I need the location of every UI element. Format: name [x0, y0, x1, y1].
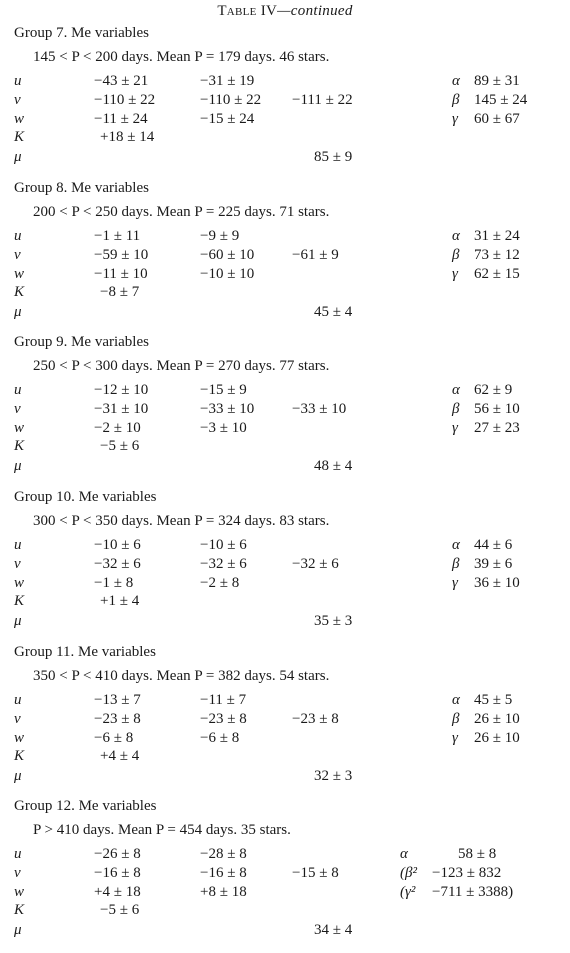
row-w [0, 884, 570, 903]
group-11 [0, 644, 570, 799]
table-label: Table IV [217, 3, 278, 19]
symbol-w: w [14, 884, 25, 900]
greek-symbol: β [452, 92, 460, 108]
greek-symbol: γ [452, 420, 458, 436]
row-v [0, 401, 570, 420]
table-title [0, 3, 570, 20]
greek-value: 26 ± 10 [474, 711, 520, 727]
value-v-col2: −32 ± 6 [200, 556, 247, 572]
value-mu: 32 ± 3 [314, 768, 353, 784]
symbol-K: K [14, 748, 25, 764]
group-title: Group 9. Me variables [14, 334, 149, 350]
row-u [0, 382, 570, 401]
value-w-col1: −11 ± 24 [94, 111, 148, 127]
value-v-col1: −16 ± 8 [94, 865, 141, 881]
greek-value: 27 ± 23 [474, 420, 520, 436]
symbol-mu: μ [14, 768, 22, 784]
value-w-col2: −15 ± 24 [200, 111, 255, 127]
value-v-col3: −61 ± 9 [292, 247, 339, 263]
value-K: −5 ± 6 [100, 902, 140, 918]
row-v [0, 711, 570, 730]
symbol-K: K [14, 284, 25, 300]
value-v-col2: −16 ± 8 [200, 865, 247, 881]
symbol-u: u [14, 692, 22, 708]
value-w-col1: −1 ± 8 [94, 575, 134, 591]
value-mu: 45 ± 4 [314, 304, 353, 320]
row-v [0, 556, 570, 575]
row-w [0, 111, 570, 130]
value-v-col3: −33 ± 10 [292, 401, 347, 417]
group-subtitle: P > 410 days. Mean P = 454 days. 35 stars. [33, 822, 291, 838]
value-u-col1: −12 ± 10 [94, 382, 149, 398]
value-mu: 85 ± 9 [314, 149, 353, 165]
value-w-col2: −2 ± 8 [200, 575, 240, 591]
value-K: −5 ± 6 [100, 438, 140, 454]
value-v-col1: −59 ± 10 [94, 247, 149, 263]
greek-symbol: γ [452, 266, 458, 282]
symbol-w: w [14, 420, 25, 436]
group-subtitle: 250 < P < 300 days. Mean P = 270 days. 77 stars. [33, 358, 330, 374]
value-v-col3: −32 ± 6 [292, 556, 339, 572]
row-K [0, 902, 570, 921]
symbol-v: v [14, 401, 21, 417]
greek-value: 60 ± 67 [474, 111, 520, 127]
group-9 [0, 334, 570, 489]
symbol-v: v [14, 711, 21, 727]
table-continued: —continued [277, 3, 353, 19]
row-K [0, 129, 570, 148]
greek-value: −711 ± 3388) [432, 884, 514, 900]
value-v-col1: −32 ± 6 [94, 556, 141, 572]
value-v-col2: −60 ± 10 [200, 247, 255, 263]
symbol-mu: μ [14, 458, 22, 474]
symbol-u: u [14, 537, 22, 553]
symbol-mu: μ [14, 149, 22, 165]
value-u-col1: −10 ± 6 [94, 537, 141, 553]
symbol-w: w [14, 575, 25, 591]
group-title: Group 12. Me variables [14, 798, 157, 814]
value-v-col1: −23 ± 8 [94, 711, 141, 727]
greek-value: 45 ± 5 [474, 692, 513, 708]
value-w-col1: −2 ± 10 [94, 420, 141, 436]
greek-symbol: α [452, 692, 460, 708]
symbol-mu: μ [14, 613, 22, 629]
value-w-col1: +4 ± 18 [94, 884, 141, 900]
value-u-col2: −15 ± 9 [200, 382, 247, 398]
symbol-w: w [14, 730, 25, 746]
value-w-col1: −11 ± 10 [94, 266, 148, 282]
value-w-col1: −6 ± 8 [94, 730, 134, 746]
greek-symbol: β [452, 401, 460, 417]
symbol-K: K [14, 593, 25, 609]
greek-value: 39 ± 6 [474, 556, 513, 572]
value-w-col2: −6 ± 8 [200, 730, 240, 746]
symbol-u: u [14, 382, 22, 398]
symbol-v: v [14, 92, 21, 108]
symbol-mu: μ [14, 922, 22, 938]
value-u-col1: −13 ± 7 [94, 692, 141, 708]
greek-symbol: β [452, 247, 460, 263]
value-v-col1: −110 ± 22 [94, 92, 156, 108]
symbol-u: u [14, 846, 22, 862]
symbol-u: u [14, 228, 22, 244]
greek-symbol: α [452, 228, 460, 244]
greek-value: 58 ± 8 [458, 846, 497, 862]
symbol-v: v [14, 865, 21, 881]
greek-symbol: (γ² [400, 884, 416, 900]
symbol-w: w [14, 111, 25, 127]
greek-value: 44 ± 6 [474, 537, 513, 553]
group-title: Group 7. Me variables [14, 25, 149, 41]
symbol-K: K [14, 129, 25, 145]
row-mu [0, 613, 570, 632]
greek-value: 31 ± 24 [474, 228, 520, 244]
group-12 [0, 798, 570, 953]
value-v-col3: −111 ± 22 [292, 92, 353, 108]
greek-symbol: α [452, 382, 460, 398]
value-u-col2: −28 ± 8 [200, 846, 247, 862]
row-u [0, 537, 570, 556]
group-subtitle: 300 < P < 350 days. Mean P = 324 days. 83 stars. [33, 513, 330, 529]
value-u-col2: −10 ± 6 [200, 537, 247, 553]
row-mu [0, 922, 570, 941]
row-K [0, 284, 570, 303]
row-mu [0, 458, 570, 477]
value-K: +4 ± 4 [100, 748, 140, 764]
group-subtitle: 145 < P < 200 days. Mean P = 179 days. 46 stars. [33, 49, 330, 65]
greek-symbol: γ [452, 111, 458, 127]
symbol-mu: μ [14, 304, 22, 320]
row-K [0, 593, 570, 612]
value-v-col2: −23 ± 8 [200, 711, 247, 727]
row-v [0, 865, 570, 884]
greek-value: 89 ± 31 [474, 73, 520, 89]
row-mu [0, 768, 570, 787]
greek-value: 26 ± 10 [474, 730, 520, 746]
value-v-col2: −33 ± 10 [200, 401, 255, 417]
value-K: −8 ± 7 [100, 284, 140, 300]
value-v-col2: −110 ± 22 [200, 92, 262, 108]
group-10 [0, 489, 570, 644]
value-w-col2: +8 ± 18 [200, 884, 247, 900]
group-subtitle: 200 < P < 250 days. Mean P = 225 days. 71 stars. [33, 204, 330, 220]
greek-value: 56 ± 10 [474, 401, 520, 417]
greek-symbol: (β² [400, 865, 417, 881]
symbol-K: K [14, 902, 25, 918]
value-w-col2: −10 ± 10 [200, 266, 255, 282]
row-u [0, 228, 570, 247]
greek-value: 73 ± 12 [474, 247, 520, 263]
value-mu: 48 ± 4 [314, 458, 353, 474]
greek-value: 145 ± 24 [474, 92, 528, 108]
symbol-v: v [14, 556, 21, 572]
row-v [0, 92, 570, 111]
value-mu: 34 ± 4 [314, 922, 353, 938]
greek-symbol: γ [452, 730, 458, 746]
group-title: Group 11. Me variables [14, 644, 156, 660]
greek-symbol: β [452, 711, 460, 727]
value-mu: 35 ± 3 [314, 613, 353, 629]
value-u-col1: −1 ± 11 [94, 228, 141, 244]
greek-symbol: β [452, 556, 460, 572]
group-title: Group 8. Me variables [14, 180, 149, 196]
row-w [0, 420, 570, 439]
value-u-col2: −9 ± 9 [200, 228, 240, 244]
group-subtitle: 350 < P < 410 days. Mean P = 382 days. 54 stars. [33, 668, 330, 684]
row-u [0, 846, 570, 865]
value-v-col3: −15 ± 8 [292, 865, 339, 881]
row-K [0, 748, 570, 767]
greek-symbol: α [400, 846, 408, 862]
value-u-col1: −26 ± 8 [94, 846, 141, 862]
group-title: Group 10. Me variables [14, 489, 157, 505]
greek-symbol: α [452, 73, 460, 89]
row-mu [0, 149, 570, 168]
symbol-v: v [14, 247, 21, 263]
value-v-col1: −31 ± 10 [94, 401, 149, 417]
group-7 [0, 25, 570, 180]
group-8 [0, 180, 570, 335]
symbol-K: K [14, 438, 25, 454]
symbol-w: w [14, 266, 25, 282]
symbol-u: u [14, 73, 22, 89]
greek-value: 36 ± 10 [474, 575, 520, 591]
value-u-col1: −43 ± 21 [94, 73, 149, 89]
row-mu [0, 304, 570, 323]
value-u-col2: −11 ± 7 [200, 692, 247, 708]
row-w [0, 266, 570, 285]
greek-value: −123 ± 832 [432, 865, 502, 881]
greek-value: 62 ± 9 [474, 382, 513, 398]
value-K: +1 ± 4 [100, 593, 140, 609]
greek-symbol: γ [452, 575, 458, 591]
greek-value: 62 ± 15 [474, 266, 520, 282]
value-K: +18 ± 14 [100, 129, 155, 145]
row-w [0, 730, 570, 749]
greek-symbol: α [452, 537, 460, 553]
row-v [0, 247, 570, 266]
value-u-col2: −31 ± 19 [200, 73, 255, 89]
row-K [0, 438, 570, 457]
row-w [0, 575, 570, 594]
value-v-col3: −23 ± 8 [292, 711, 339, 727]
row-u [0, 692, 570, 711]
value-w-col2: −3 ± 10 [200, 420, 247, 436]
row-u [0, 73, 570, 92]
